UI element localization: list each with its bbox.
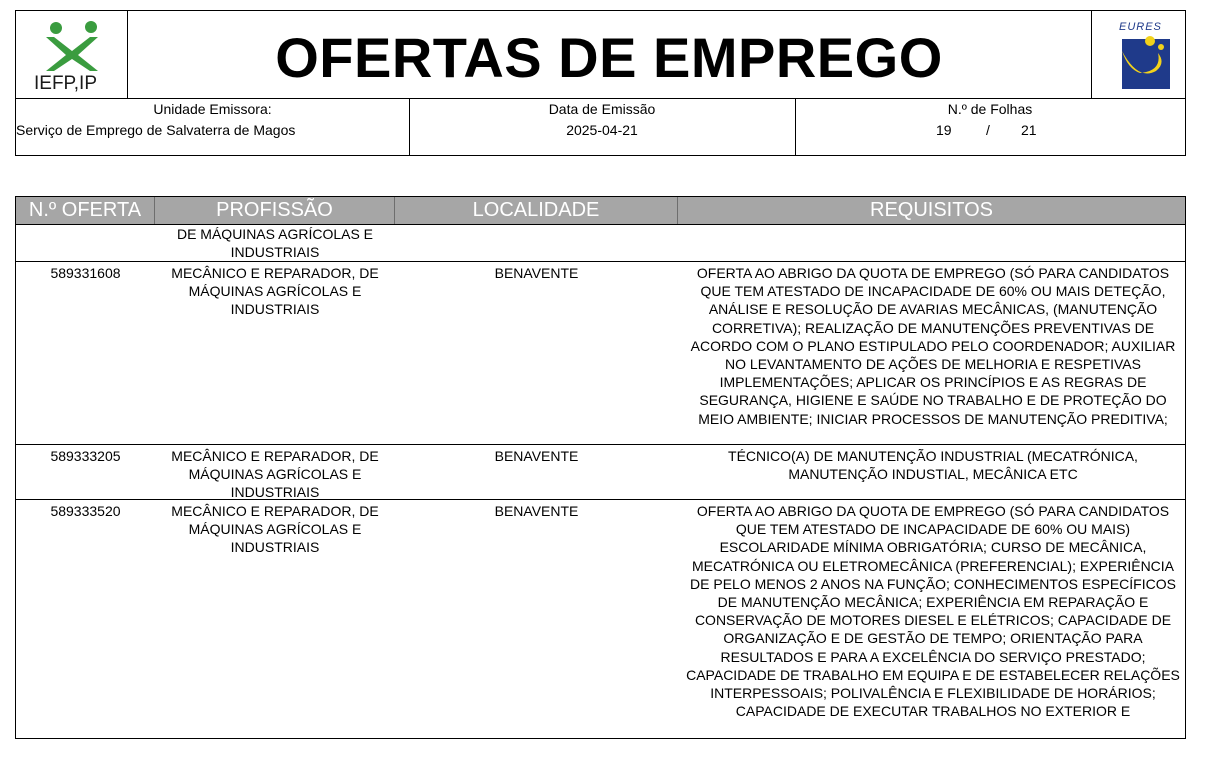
table-row bbox=[16, 445, 1185, 500]
cell-oferta: 589333205 bbox=[50, 448, 121, 464]
data-emissao-label: Data de Emissão bbox=[548, 101, 656, 117]
iefp-logo bbox=[16, 11, 128, 98]
cell-oferta: 589331608 bbox=[50, 265, 121, 281]
unidade-emissora-label: Unidade Emissora: bbox=[153, 101, 272, 117]
table-row bbox=[16, 500, 1185, 739]
iefp-logo-text: IEFP,IP bbox=[34, 73, 98, 94]
title-cell bbox=[127, 11, 1091, 98]
table-row bbox=[16, 225, 1185, 262]
cell-oferta: 589333520 bbox=[50, 503, 121, 519]
page-title: OFERTAS DE EMPREGO bbox=[275, 26, 943, 89]
ofertas-table bbox=[15, 196, 1186, 739]
cell-requisitos: OFERTA AO ABRIGO DA QUOTA DE EMPREGO (SÓ PARA CANDIDATOS QUE TEM ATESTADO DE INCAPACIDADE DE 60% OU MAIS) ESCOLARIDADE MÍNIMA OBRIGATÓRIA; CURSO DE MECÂNICA, MECATRÓNICA OU ELETROMECÂNICA (PREFERENCIAL); EXPERIÊNCIA DE PELO MENOS 2 ANOS NA FUNÇÃO; CONHECIMENTOS ESPECÍFICOS DE MANUTENÇÃO MECÂNICA; EXPERIÊNCIA EM REPARAÇÃO E CONSERVAÇÃO DE MOTORES DIESEL E ELÉTRICOS; CAPACIDADE DE ORGANIZAÇÃO E DE GESTÃO DE TEMPO; ORIENTAÇÃO PARA RESULTADOS E PARA A EXCELÊNCIA DO SERVIÇO PRESTADO; CAPACIDADE DE TRABALHO EM EQUIPA E DE ESTABELECER RELAÇÕES INTERPESSOAIS; POLIVALÊNCIA E FLEXIBILIDADE DE HORÁRIOS; CAPACIDADE DE EXECUTAR TRABALHOS NO EXTERIOR E bbox=[686, 503, 1180, 720]
data-emissao-value: 2025-04-21 bbox=[566, 122, 638, 138]
eures-logo bbox=[1091, 11, 1186, 98]
table-header bbox=[16, 197, 1185, 225]
cell-localidade: BENAVENTE bbox=[494, 265, 579, 281]
issue-info-row bbox=[15, 99, 1186, 156]
unidade-emissora-cell bbox=[16, 99, 410, 155]
iefp-logo-mark bbox=[16, 15, 127, 75]
data-emissao-cell bbox=[409, 99, 796, 155]
numero-folhas-cell bbox=[795, 99, 1185, 155]
cell-profissao: MECÂNICO E REPARADOR, DE MÁQUINAS AGRÍCOLAS E INDUSTRIAIS bbox=[171, 265, 379, 318]
table-row bbox=[16, 262, 1185, 445]
col-header-oferta: N.º OFERTA bbox=[16, 197, 155, 224]
cell-profissao: DE MÁQUINAS AGRÍCOLAS E INDUSTRIAIS bbox=[176, 226, 374, 261]
eures-logo-mark bbox=[1092, 11, 1186, 98]
col-header-requisitos: REQUISITOS bbox=[870, 199, 993, 221]
numero-folhas-label: N.º de Folhas bbox=[947, 101, 1033, 117]
cell-requisitos: TÉCNICO(A) DE MANUTENÇÃO INDUSTRIAL (MECATRÓNICA, MANUTENÇÃO INDUSTIAL, MECÂNICA ETC bbox=[728, 448, 1138, 483]
unidade-emissora-value: Serviço de Emprego de Salvaterra de Magos bbox=[16, 122, 296, 138]
col-header-localidade: LOCALIDADE bbox=[395, 197, 678, 224]
cell-profissao: MECÂNICO E REPARADOR, DE MÁQUINAS AGRÍCOLAS E INDUSTRIAIS bbox=[171, 448, 379, 501]
cell-profissao: MECÂNICO E REPARADOR, DE MÁQUINAS AGRÍCOLAS E INDUSTRIAIS bbox=[171, 503, 379, 556]
folha-total: 21 bbox=[1021, 122, 1037, 138]
folha-separator: / bbox=[986, 122, 990, 138]
cell-localidade: BENAVENTE bbox=[494, 448, 579, 464]
folha-atual: 19 bbox=[936, 122, 952, 138]
cell-requisitos: OFERTA AO ABRIGO DA QUOTA DE EMPREGO (SÓ PARA CANDIDATOS QUE TEM ATESTADO DE INCAPACIDADE DE 60% OU MAIS DETEÇÃO, ANÁLISE E RESOLUÇÃO DE AVARIAS MECÂNICAS, (MANUTENÇÃO CORRETIVA); REALIZAÇÃO DE MANUTENÇÕES PREVENTIVAS DE ACORDO COM O PLANO ESTIPULADO PELO COORDENADOR; AUXILIAR NO LEVANTAMENTO DE AÇÕES DE MELHORIA E RESPETIVAS IMPLEMENTAÇÕES; APLICAR OS PRINCÍPIOS E AS REGRAS DE SEGURANÇA, HIGIENE E SAÚDE NO TRABALHO E DE PROTEÇÃO DO MEIO AMBIENTE; INICIAR PROCESSOS DE MANUTENÇÃO PREDITIVA; bbox=[690, 265, 1176, 427]
col-header-profissao: PROFISSÃO bbox=[155, 197, 395, 224]
document-header bbox=[15, 10, 1186, 99]
cell-localidade: BENAVENTE bbox=[494, 503, 579, 519]
eures-logo-text: EURES bbox=[1119, 21, 1162, 33]
